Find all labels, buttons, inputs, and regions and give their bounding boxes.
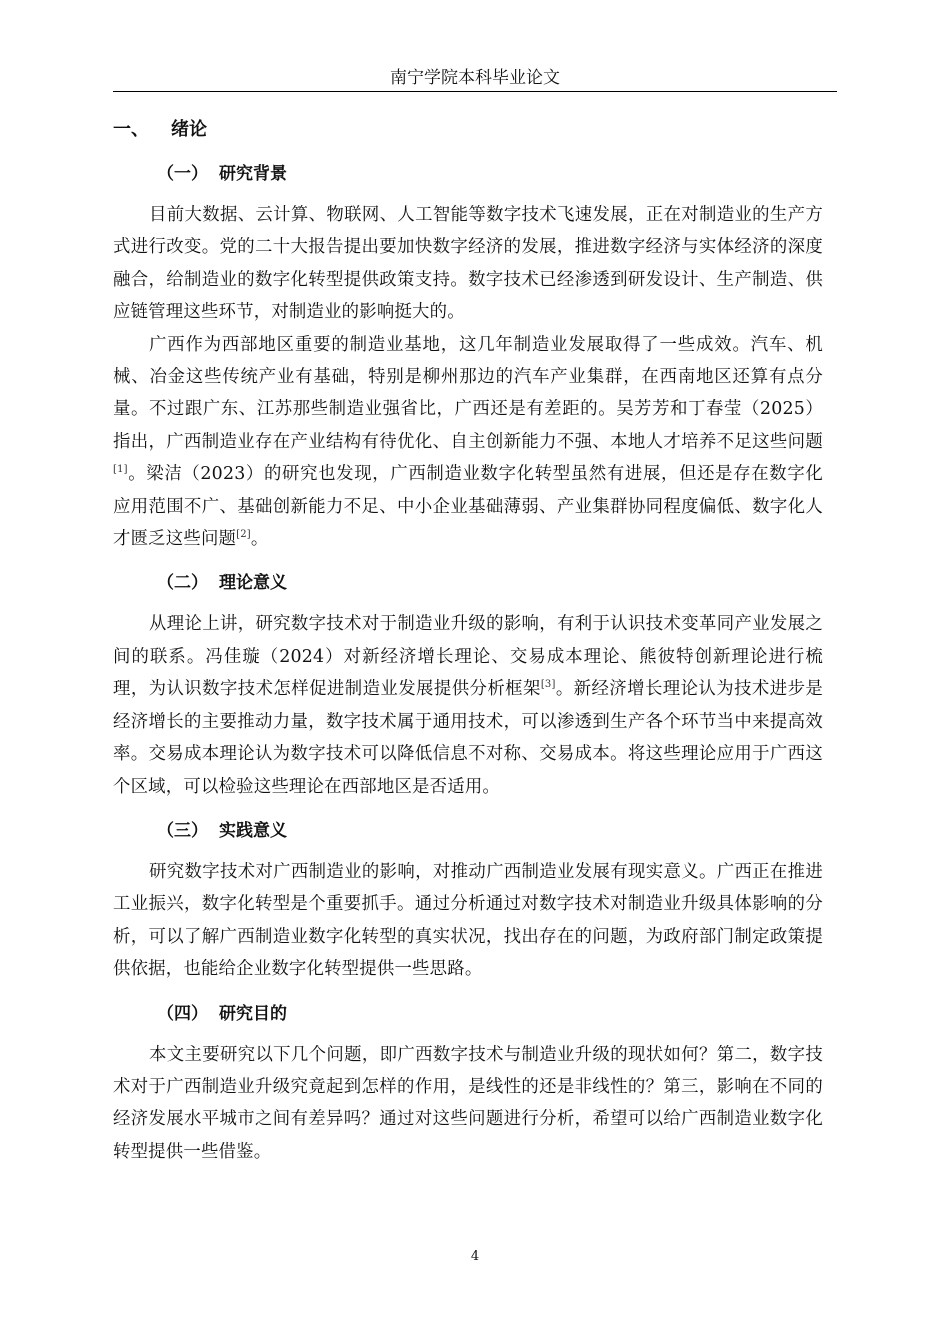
section-title: 绪论 [171,119,207,140]
subsection-heading-purpose [113,998,823,1030]
subsection-heading-background [113,158,823,190]
paragraph: 目前大数据、云计算、物联网、人工智能等数字技术飞速发展，正在对制造业的生产方式进行改变。党的二十大报告提出要加快数字经济的发展，推进数字经济与实体经济的深度融合，给制造业的数字化转型提供政策支持。数字技术已经渗透到研发设计、生产制造、供应链管理这些环节，对制造业的影响挺大的。 [113,205,823,323]
paragraph-text: 从理论上讲，研究数字技术对于制造业升级的影响，有利于认识技术变革同产业发展之间的联系。冯佳璇（2024）对新经济增长理论、交易成本理论、熊彼特创新理论进行梳理，为认识数字技术怎样促进制造业发展提供分析框架 [113,614,823,700]
subsection-title: 理论意义 [219,573,287,594]
paragraph-text: 。 [250,529,269,550]
paragraph: 研究数字技术对广西制造业的影响，对推动广西制造业发展有现实意义。广西正在推进工业振兴，数字化转型是个重要抓手。通过分析通过对数字技术对制造业升级具体影响的分析，可以了解广西制造业数字化转型的真实状况，找出存在的问题，为政府部门制定政策提供依据，也能给企业数字化转型提供一些思路。 [113,861,823,980]
page-number: 4 [470,1249,480,1264]
citation-marker: [3] [540,679,556,691]
subsection-title: 研究背景 [219,164,287,184]
paragraph-text: 。梁洁（2023）的研究也发现，广西制造业数字化转型虽然有进展，但还是存在数字化应用范围不广、基础创新能力不足、中小企业基础薄弱、产业集群协同程度偏低、数字化人才匮乏这些问题 [113,464,823,550]
paragraph-text: 。新经济增长理论认为技术进步是经济增长的主要推动力量，数字技术属于通用技术，可以渗透到生产各个环节当中来提高效率。交易成本理论认为数字技术可以降低信息不对称、交易成本。将这些理论应用于广西这个区域，可以检验这些理论在西部地区是否适用。 [113,679,823,797]
subsection-number: （四） [157,1003,208,1024]
running-header: 南宁学院本科毕业论文 [113,66,837,92]
paragraph: 本文主要研究以下几个问题，即广西数字技术与制造业升级的现状如何？第二，数字技术对于广西制造业升级究竟起到怎样的作用，是线性的还是非线性的？第三，影响在不同的经济发展水平城市之间有差异吗？通过对这些问题进行分析，希望可以给广西制造业数字化转型提供一些借鉴。 [113,1044,823,1162]
subsection-heading-theory [113,567,823,599]
paragraph-text: 广西作为西部地区重要的制造业基地，这几年制造业发展取得了一些成效。汽车、机械、冶金这些传统产业有基础，特别是柳州那边的汽车产业集群，在西南地区还算有点分量。不过跟广东、江苏那些制造业强省比，广西还是有差距的。吴芳芳和丁春莹（2025）指出，广西制造业存在产业结构有待优化、自主创新能力不强、本地人才培养不足这些问题 [113,334,823,452]
body-content [113,114,823,1168]
citation-marker: [2] [236,529,251,541]
subsection-title: 研究目的 [219,1003,287,1024]
citation-marker: [1] [113,464,128,476]
subsection-heading-practice [113,815,823,847]
paragraph [113,608,823,802]
subsection-number: （二） [157,573,208,594]
subsection-title: 实践意义 [219,820,287,841]
section-heading [113,114,823,146]
section-number: 一、 [113,119,149,140]
subsection-number: （三） [157,820,208,841]
subsection-number: （一） [157,164,208,184]
paragraph [113,329,823,556]
